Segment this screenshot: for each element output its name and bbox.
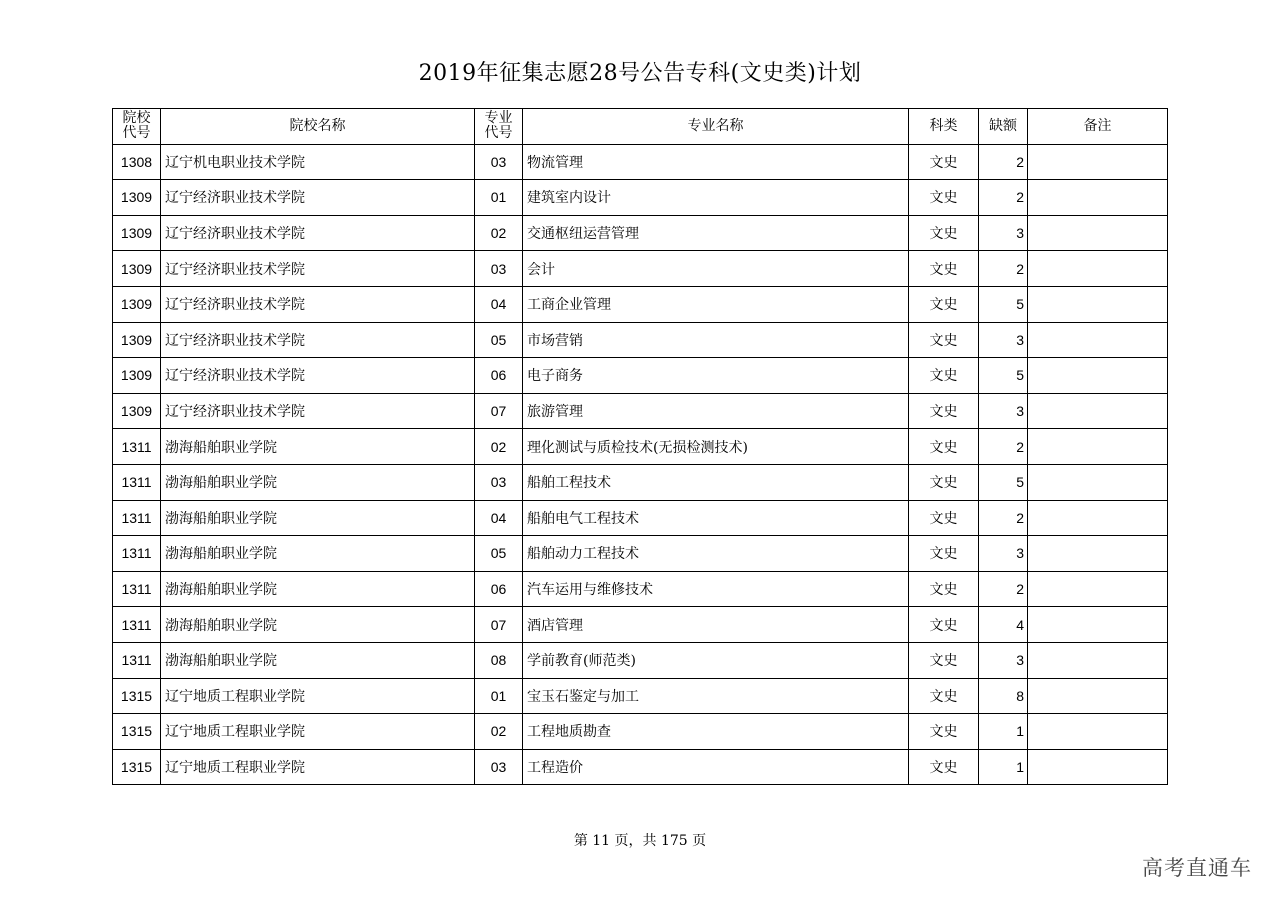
type-cell: 文史 <box>909 571 979 607</box>
school-name-cell: 渤海船舶职业学院 <box>161 429 475 465</box>
school-code-cell: 1315 <box>113 714 161 750</box>
school-name-cell: 辽宁经济职业技术学院 <box>161 286 475 322</box>
school-code-cell: 1311 <box>113 464 161 500</box>
gap-cell: 5 <box>979 464 1028 500</box>
table-row <box>113 464 1168 500</box>
header-school-code <box>113 109 161 145</box>
school-name-cell: 辽宁地质工程职业学院 <box>161 749 475 785</box>
note-cell <box>1028 358 1168 394</box>
major-name-cell: 建筑室内设计 <box>523 180 909 216</box>
school-name-cell: 辽宁经济职业技术学院 <box>161 215 475 251</box>
school-code-cell: 1311 <box>113 429 161 465</box>
type-cell: 文史 <box>909 286 979 322</box>
gap-cell: 2 <box>979 251 1028 287</box>
table-row <box>113 251 1168 287</box>
gap-cell: 2 <box>979 571 1028 607</box>
school-code-cell: 1309 <box>113 215 161 251</box>
type-cell: 文史 <box>909 500 979 536</box>
header-major-name: 专业名称 <box>523 109 909 145</box>
school-code-cell: 1309 <box>113 251 161 287</box>
major-name-cell: 物流管理 <box>523 144 909 180</box>
gap-cell: 1 <box>979 714 1028 750</box>
type-cell: 文史 <box>909 678 979 714</box>
school-name-cell: 辽宁经济职业技术学院 <box>161 358 475 394</box>
type-cell: 文史 <box>909 429 979 465</box>
gap-cell: 4 <box>979 607 1028 643</box>
table-row <box>113 536 1168 572</box>
major-code-cell: 03 <box>475 144 523 180</box>
table-row <box>113 322 1168 358</box>
gap-cell: 3 <box>979 536 1028 572</box>
major-name-cell: 电子商务 <box>523 358 909 394</box>
gap-cell: 3 <box>979 215 1028 251</box>
type-cell: 文史 <box>909 749 979 785</box>
table-row <box>113 642 1168 678</box>
gap-cell: 5 <box>979 286 1028 322</box>
school-code-cell: 1311 <box>113 642 161 678</box>
school-name-cell: 渤海船舶职业学院 <box>161 642 475 678</box>
header-major-code-text: 专业代号 <box>484 110 513 142</box>
school-name-cell: 辽宁地质工程职业学院 <box>161 714 475 750</box>
table-row <box>113 678 1168 714</box>
type-cell: 文史 <box>909 714 979 750</box>
table-header-row <box>113 109 1168 145</box>
major-code-cell: 04 <box>475 286 523 322</box>
table-row <box>113 286 1168 322</box>
table-row <box>113 714 1168 750</box>
table-row <box>113 429 1168 465</box>
note-cell <box>1028 714 1168 750</box>
school-name-cell: 辽宁经济职业技术学院 <box>161 322 475 358</box>
gap-cell: 1 <box>979 749 1028 785</box>
major-name-cell: 理化测试与质检技术(无损检测技术) <box>523 429 909 465</box>
school-code-cell: 1311 <box>113 536 161 572</box>
note-cell <box>1028 251 1168 287</box>
gap-cell: 2 <box>979 144 1028 180</box>
school-code-cell: 1309 <box>113 393 161 429</box>
school-code-cell: 1315 <box>113 749 161 785</box>
major-code-cell: 03 <box>475 749 523 785</box>
type-cell: 文史 <box>909 393 979 429</box>
school-code-cell: 1309 <box>113 180 161 216</box>
header-school-code-text: 院校代号 <box>122 110 151 142</box>
gap-cell: 3 <box>979 393 1028 429</box>
header-school-name: 院校名称 <box>161 109 475 145</box>
major-code-cell: 08 <box>475 642 523 678</box>
school-name-cell: 渤海船舶职业学院 <box>161 571 475 607</box>
type-cell: 文史 <box>909 358 979 394</box>
type-cell: 文史 <box>909 536 979 572</box>
school-name-cell: 辽宁地质工程职业学院 <box>161 678 475 714</box>
school-code-cell: 1309 <box>113 322 161 358</box>
plan-table <box>112 108 1168 785</box>
gap-cell: 5 <box>979 358 1028 394</box>
type-cell: 文史 <box>909 144 979 180</box>
note-cell <box>1028 642 1168 678</box>
note-cell <box>1028 749 1168 785</box>
table-row <box>113 393 1168 429</box>
major-code-cell: 06 <box>475 358 523 394</box>
major-name-cell: 工程地质勘查 <box>523 714 909 750</box>
school-code-cell: 1311 <box>113 571 161 607</box>
header-note: 备注 <box>1028 109 1168 145</box>
school-name-cell: 辽宁经济职业技术学院 <box>161 393 475 429</box>
school-code-cell: 1311 <box>113 607 161 643</box>
school-name-cell: 辽宁经济职业技术学院 <box>161 180 475 216</box>
major-name-cell: 汽车运用与维修技术 <box>523 571 909 607</box>
major-code-cell: 06 <box>475 571 523 607</box>
major-name-cell: 交通枢纽运营管理 <box>523 215 909 251</box>
major-name-cell: 工商企业管理 <box>523 286 909 322</box>
major-name-cell: 船舶工程技术 <box>523 464 909 500</box>
header-type: 科类 <box>909 109 979 145</box>
table-row <box>113 500 1168 536</box>
gap-cell: 3 <box>979 322 1028 358</box>
type-cell: 文史 <box>909 251 979 287</box>
major-code-cell: 02 <box>475 215 523 251</box>
table-row <box>113 215 1168 251</box>
header-major-code <box>475 109 523 145</box>
major-name-cell: 船舶电气工程技术 <box>523 500 909 536</box>
note-cell <box>1028 180 1168 216</box>
school-name-cell: 渤海船舶职业学院 <box>161 464 475 500</box>
school-code-cell: 1315 <box>113 678 161 714</box>
type-cell: 文史 <box>909 464 979 500</box>
school-name-cell: 辽宁经济职业技术学院 <box>161 251 475 287</box>
major-name-cell: 会计 <box>523 251 909 287</box>
major-code-cell: 07 <box>475 393 523 429</box>
table-row <box>113 749 1168 785</box>
gap-cell: 2 <box>979 429 1028 465</box>
type-cell: 文史 <box>909 322 979 358</box>
note-cell <box>1028 607 1168 643</box>
type-cell: 文史 <box>909 180 979 216</box>
gap-cell: 2 <box>979 180 1028 216</box>
major-code-cell: 01 <box>475 678 523 714</box>
major-code-cell: 03 <box>475 251 523 287</box>
type-cell: 文史 <box>909 642 979 678</box>
note-cell <box>1028 322 1168 358</box>
note-cell <box>1028 393 1168 429</box>
note-cell <box>1028 144 1168 180</box>
major-code-cell: 01 <box>475 180 523 216</box>
school-code-cell: 1309 <box>113 286 161 322</box>
note-cell <box>1028 571 1168 607</box>
page-footer: 第 11 页，共 175 页 <box>573 833 707 849</box>
major-code-cell: 05 <box>475 322 523 358</box>
note-cell <box>1028 429 1168 465</box>
note-cell <box>1028 536 1168 572</box>
table-row <box>113 607 1168 643</box>
major-code-cell: 03 <box>475 464 523 500</box>
page-title: 2019年征集志愿28号公告专科(文史类)计划 <box>418 61 862 86</box>
major-code-cell: 02 <box>475 429 523 465</box>
major-name-cell: 酒店管理 <box>523 607 909 643</box>
school-code-cell: 1308 <box>113 144 161 180</box>
major-code-cell: 02 <box>475 714 523 750</box>
table-row <box>113 180 1168 216</box>
gap-cell: 2 <box>979 500 1028 536</box>
note-cell <box>1028 215 1168 251</box>
major-code-cell: 05 <box>475 536 523 572</box>
note-cell <box>1028 678 1168 714</box>
major-code-cell: 04 <box>475 500 523 536</box>
major-name-cell: 宝玉石鉴定与加工 <box>523 678 909 714</box>
school-name-cell: 渤海船舶职业学院 <box>161 500 475 536</box>
gap-cell: 3 <box>979 642 1028 678</box>
school-name-cell: 渤海船舶职业学院 <box>161 607 475 643</box>
note-cell <box>1028 286 1168 322</box>
school-name-cell: 渤海船舶职业学院 <box>161 536 475 572</box>
major-name-cell: 船舶动力工程技术 <box>523 536 909 572</box>
major-name-cell: 市场营销 <box>523 322 909 358</box>
table-row <box>113 571 1168 607</box>
table-row <box>113 358 1168 394</box>
header-gap: 缺额 <box>979 109 1028 145</box>
gap-cell: 8 <box>979 678 1028 714</box>
type-cell: 文史 <box>909 607 979 643</box>
table-row <box>113 144 1168 180</box>
major-name-cell: 工程造价 <box>523 749 909 785</box>
school-code-cell: 1311 <box>113 500 161 536</box>
watermark: 高考直通车 <box>1142 856 1252 880</box>
school-name-cell: 辽宁机电职业技术学院 <box>161 144 475 180</box>
major-code-cell: 07 <box>475 607 523 643</box>
note-cell <box>1028 464 1168 500</box>
major-name-cell: 旅游管理 <box>523 393 909 429</box>
type-cell: 文史 <box>909 215 979 251</box>
major-name-cell: 学前教育(师范类) <box>523 642 909 678</box>
note-cell <box>1028 500 1168 536</box>
school-code-cell: 1309 <box>113 358 161 394</box>
